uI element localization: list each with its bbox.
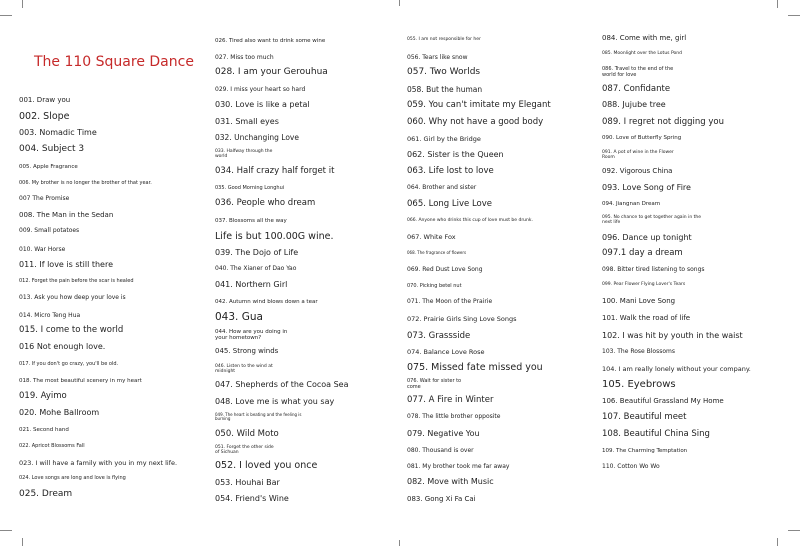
song-entry: 087. Confidante (602, 84, 671, 94)
song-entry: 025. Dream (19, 489, 73, 499)
song-entry: 047. Shepherds of the Cocoa Sea (215, 380, 349, 389)
song-entry: 012. Forget the pain before the scar is healed (19, 278, 134, 284)
song-entry: 028. I am your Gerouhua (215, 67, 328, 77)
song-entry: 092. Vigorous China (602, 167, 673, 175)
song-entry: 014. Micro Teng Hua (19, 312, 81, 319)
document-title: The 110 Square Dance (34, 54, 194, 70)
song-entry: 023. I will have a family with you in my next life. (19, 459, 178, 467)
song-entry: 016 Not enough love. (19, 342, 106, 351)
crop-mark-bottom-mid (399, 540, 400, 546)
song-entry: 051. Forget the other side of Sichuan (215, 445, 274, 455)
song-entry: 011. If love is still there (19, 260, 114, 269)
crop-mark-tl-v (22, 0, 23, 8)
song-entry: 044. How are you doing in your hometown? (215, 329, 288, 342)
crop-mark-br-v (777, 538, 778, 546)
song-entry: 099. Pear Flower Flying Lover's Tears (602, 282, 686, 287)
song-entry: 077. A Fire in Winter (407, 395, 494, 405)
song-entry: 082. Move with Music (407, 477, 494, 486)
song-entry: 048. Love me is what you say (215, 397, 335, 406)
song-entry: 009. Small potatoes (19, 227, 80, 234)
song-entry: 090. Love of Butterfly Spring (602, 135, 682, 141)
song-entry: 021. Second hand (19, 427, 69, 433)
song-entry: 003. Nomadic Time (19, 128, 97, 137)
song-entry: 043. Gua (215, 311, 263, 323)
song-entry: 085. Moonlight over the Lotus Pond (602, 51, 682, 56)
song-entry: 108. Beautiful China Sing (602, 429, 710, 439)
song-entry: 049. The heart is beating and the feeling is burning (215, 412, 302, 422)
song-entry: 036. People who dream (215, 198, 316, 208)
song-entry: 071. The Moon of the Prairie (407, 298, 493, 305)
song-entry: 042. Autumn wind blows down a tear (215, 299, 318, 305)
song-entry: 088. Jujube tree (602, 100, 666, 109)
song-entry: 002. Slope (19, 111, 70, 122)
song-entry: 078. The little brother opposite (407, 413, 501, 420)
song-entry: 033. Halfway through the world (215, 149, 273, 159)
song-entry: 061. Girl by the Bridge (407, 135, 481, 143)
song-entry: 035. Good Morning Longhui (215, 185, 285, 191)
song-entry: 004. Subject 3 (19, 144, 85, 154)
song-entry: 040. The Xianer of Dao Yao (215, 265, 297, 272)
song-entry: 024. Love songs are long and love is flying (19, 475, 126, 481)
song-entry: 032. Unchanging Love (215, 133, 299, 142)
song-entry: 055. I am not responsible for her (407, 37, 481, 42)
song-entry: 056. Tears like snow (407, 54, 468, 61)
song-entry: 083. Gong Xi Fa Cai (407, 495, 476, 503)
crop-mark-bl-h (0, 530, 12, 531)
song-entry: 079. Negative You (407, 429, 480, 438)
crop-mark-bl-v (22, 538, 23, 546)
song-entry: 103. The Rose Blossoms (602, 348, 675, 355)
song-entry: 070. Picking betel nut (407, 283, 462, 289)
song-entry: 026. Tired also want to drink some wine (215, 38, 326, 44)
song-entry: 064. Brother and sister (407, 184, 477, 191)
song-entry: 086. Travel to the end of the world for love (602, 66, 674, 78)
song-entry: 018. The most beautiful scenery in my heart (19, 378, 142, 384)
song-entry: 020. Mohe Ballroom (19, 408, 100, 417)
song-entry: 060. Why not have a good body (407, 117, 544, 127)
song-entry: Life is but 100.00G wine. (215, 231, 334, 242)
song-entry: 007 The Promise (19, 195, 70, 202)
song-entry: 074. Balance Love Rose (407, 348, 485, 356)
song-entry: 072. Prairie Girls Sing Love Songs (407, 315, 517, 323)
song-entry: 062. Sister is the Queen (407, 150, 504, 159)
song-entry: 054. Friend's Wine (215, 494, 289, 503)
song-entry: 017. If you don't go crazy, you'll be old. (19, 361, 119, 367)
song-entry: 095. No chance to get together again in the next life (602, 215, 702, 225)
crop-mark-top-mid (399, 0, 400, 6)
crop-mark-tr-h (788, 15, 800, 16)
song-entry: 097.1 day a dream (602, 248, 683, 258)
crop-mark-br-h (788, 530, 800, 531)
song-entry: 039. The Dojo of Life (215, 248, 299, 257)
song-entry: 029. I miss your heart so hard (215, 86, 306, 93)
song-entry: 084. Come with me, girl (602, 34, 687, 42)
song-entry: 050. Wild Moto (215, 429, 279, 439)
song-entry: 105. Eyebrows (602, 379, 676, 390)
song-entry: 093. Love Song of Fire (602, 183, 691, 192)
crop-mark-tr-v (777, 0, 778, 8)
song-entry: 013. Ask you how deep your love is (19, 294, 126, 301)
song-entry: 031. Small eyes (215, 117, 279, 126)
song-entry: 073. Grassside (407, 331, 471, 341)
song-entry: 057. Two Worlds (407, 67, 481, 77)
song-entry: 107. Beautiful meet (602, 412, 687, 422)
song-entry: 052. I loved you once (215, 460, 318, 471)
song-entry: 030. Love is like a petal (215, 100, 310, 109)
song-entry: 104. I am really lonely without your company. (602, 365, 751, 373)
song-entry: 091. A pot of wine in the Flower Room (602, 150, 674, 160)
song-entry: 045. Strong winds (215, 347, 279, 355)
song-entry: 080. Thousand is over (407, 447, 474, 454)
song-entry: 022. Apricot Blossoms Fall (19, 443, 85, 449)
song-entry: 110. Cotton Wo Wo (602, 463, 660, 470)
song-entry: 106. Beautiful Grassland My Home (602, 397, 724, 405)
song-entry: 069. Red Dust Love Song (407, 266, 483, 273)
song-entry: 068. The fragrance of flowers (407, 250, 467, 255)
song-entry: 098. Bitter tired listening to songs (602, 266, 705, 273)
song-entry: 102. I was hit by youth in the waist (602, 331, 743, 340)
song-entry: 006. My brother is no longer the brother of that year. (19, 180, 152, 186)
song-entry: 005. Apple Fragrance (19, 164, 78, 170)
song-entry: 059. You can't imitate my Elegant (407, 100, 551, 110)
song-entry: 027. Miss too much (215, 54, 274, 61)
song-entry: 053. Houhai Bar (215, 478, 280, 487)
song-entry: 081. My brother took me far away (407, 463, 510, 470)
song-entry: 096. Dance up tonight (602, 233, 692, 242)
song-entry: 001. Draw you (19, 96, 71, 104)
song-entry: 109. The Charming Temptation (602, 448, 688, 454)
song-entry: 089. I regret not digging you (602, 117, 724, 127)
song-entry: 008. The Man in the Sedan (19, 211, 114, 219)
song-entry: 101. Walk the road of life (602, 314, 691, 322)
song-entry: 063. Life lost to love (407, 166, 494, 176)
song-entry: 041. Northern Girl (215, 280, 288, 289)
song-entry: 075. Missed fate missed you (407, 362, 543, 373)
song-entry: 065. Long Live Love (407, 199, 493, 209)
song-entry: 058. But the human (407, 85, 483, 94)
song-entry: 037. Blossoms all the way (215, 218, 287, 224)
song-entry: 034. Half crazy half forget it (215, 166, 335, 176)
song-entry: 010. War Horse (19, 246, 66, 253)
song-entry: 046. Listen to the wind at midnight (215, 364, 273, 374)
song-entry: 094. Jiangnan Dream (602, 201, 661, 207)
song-entry: 066. Anyone who drinks this cup of love must be drunk. (407, 218, 533, 223)
song-entry: 076. Wait for sister to come (407, 378, 462, 390)
song-entry: 019. Ayimo (19, 391, 67, 401)
song-entry: 100. Mani Love Song (602, 297, 676, 305)
song-entry: 067. White Fox (407, 233, 456, 241)
song-entry: 015. I come to the world (19, 325, 124, 335)
crop-mark-tl-h (0, 15, 12, 16)
